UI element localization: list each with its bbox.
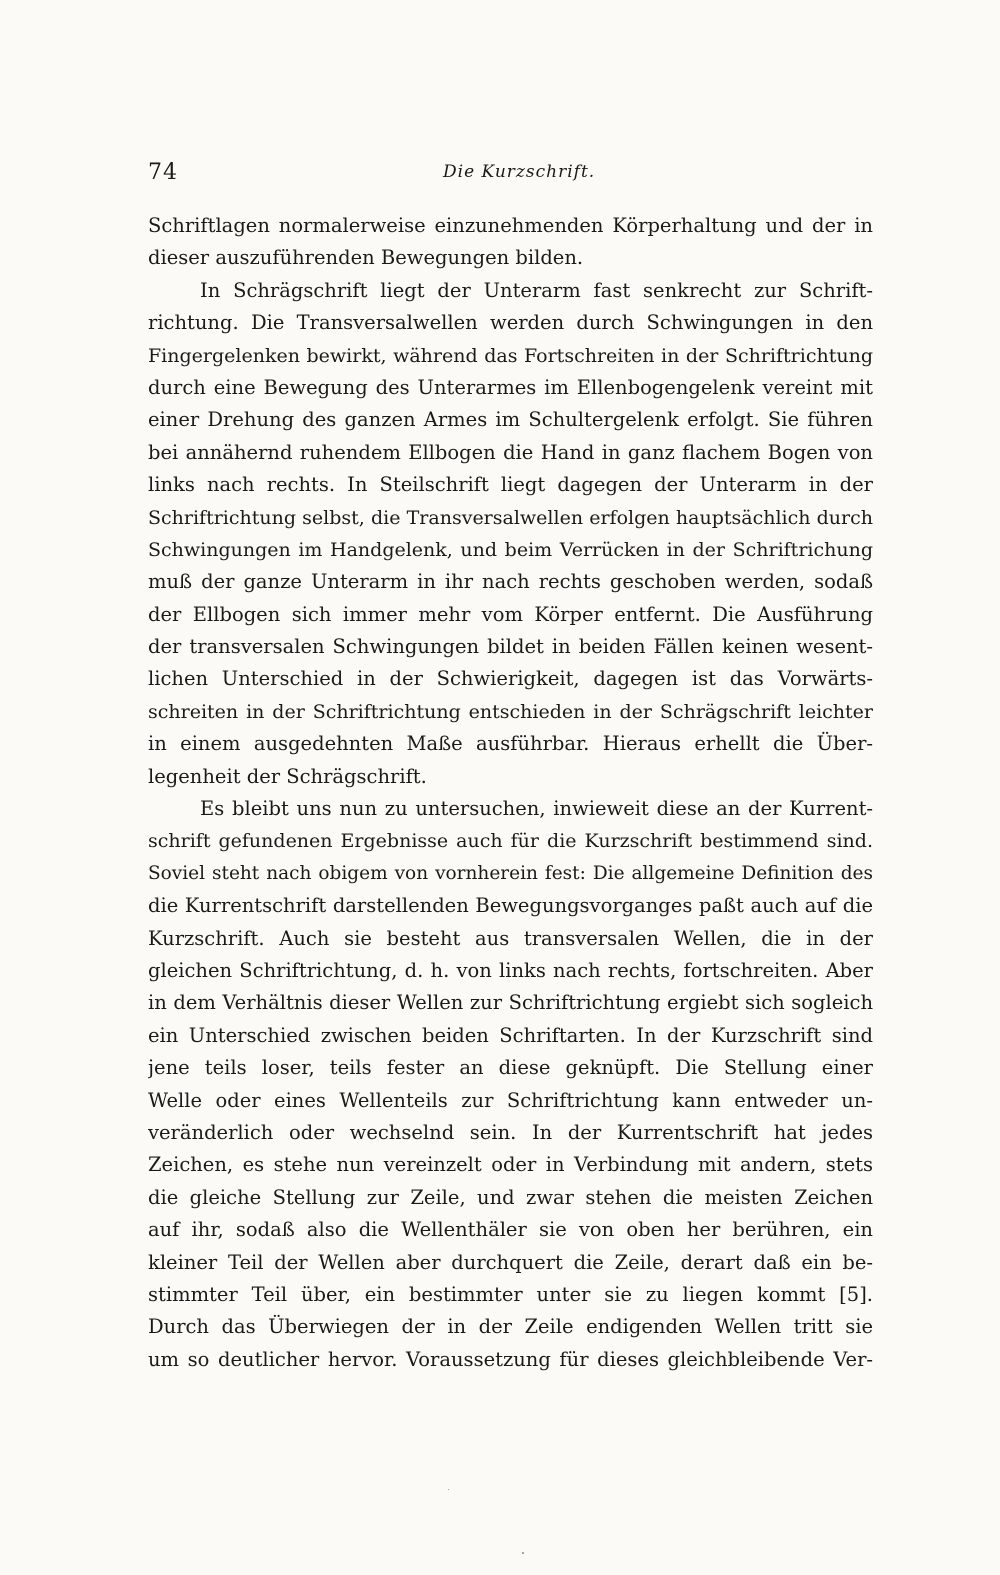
text-line: Fingergelenken bewirkt, während das Fortschreiten in der Schriftrichtung: [148, 344, 873, 367]
text-line: Schriftlagen normalerweise einzunehmenden Körperhaltung und der in: [148, 214, 873, 237]
text-line: dieser auszuführenden Bewegungen bilden.: [148, 246, 584, 270]
paper-speck: [448, 1489, 449, 1490]
text-line: durch eine Bewegung des Unterarmes im Ellenbogengelenk vereint mit: [148, 375, 873, 399]
text-line: schrift gefundenen Ergebnisse auch für die Kurzschrift bestimmend sind.: [148, 830, 873, 853]
text-line: die Kurrentschrift darstellenden Bewegungsvorganges paßt auch auf die: [148, 894, 873, 918]
text-line: einer Drehung des ganzen Armes im Schultergelenk erfolgt. Sie führen: [148, 408, 873, 432]
text-line: Zeichen, es stehe nun vereinzelt oder in Verbindung mit andern, stets: [148, 1153, 873, 1177]
text-line: Welle oder eines Wellenteils zur Schriftrichtung kann entweder un-: [148, 1088, 873, 1112]
text-line: links nach rechts. In Steilschrift liegt dagegen der Unterarm in der: [148, 473, 873, 497]
text-line: kleiner Teil der Wellen aber durchquert die Zeile, derart daß ein be-: [148, 1250, 873, 1274]
text-line: veränderlich oder wechselnd sein. In der Kurrentschrift hat jedes: [148, 1120, 873, 1144]
text-line: gleichen Schriftrichtung, d. h. von links nach rechts, fortschreiten. Aber: [148, 958, 873, 982]
text-line: stimmter Teil über, ein bestimmter unter sie zu liegen kommt [5].: [148, 1282, 873, 1306]
text-line: in dem Verhältnis dieser Wellen zur Schriftrichtung ergiebt sich sogleich: [148, 991, 873, 1015]
body-text: [148, 210, 873, 1376]
text-line: in einem ausgedehnten Maße ausführbar. Hieraus erhellt die Über-: [148, 732, 873, 756]
text-line: der transversalen Schwingungen bildet in beiden Fällen keinen wesent-: [148, 635, 873, 659]
paper-speck: [522, 1552, 524, 1554]
text-line: Schriftrichtung selbst, die Transversalwellen erfolgen hauptsächlich durch: [148, 506, 873, 529]
text-line: Kurzschrift. Auch sie besteht aus transversalen Wellen, die in der: [148, 926, 873, 950]
text-line: jene teils loser, teils fester an diese geknüpft. Die Stellung einer: [148, 1056, 873, 1080]
text-line: Es bleibt uns nun zu untersuchen, inwieweit diese an der Kurrent-: [200, 797, 873, 821]
text-line: legenheit der Schrägschrift.: [148, 764, 427, 788]
text-line: Soviel steht nach obigem von vornherein fest: Die allgemeine Definition des: [148, 862, 873, 884]
text-line: um so deutlicher hervor. Voraussetzung für dieses gleichbleibende Ver-: [148, 1347, 873, 1371]
text-line: richtung. Die Transversalwellen werden durch Schwingungen in den: [148, 311, 873, 335]
text-line: ein Unterschied zwischen beiden Schriftarten. In der Kurzschrift sind: [148, 1023, 873, 1047]
page-header: [148, 160, 873, 196]
text-line: auf ihr, sodaß also die Wellenthäler sie von oben her berühren, ein: [148, 1218, 873, 1242]
text-line: schreiten in der Schriftrichtung entschieden in der Schrägschrift leichter: [148, 700, 873, 723]
text-line: Schwingungen im Handgelenk, und beim Verrücken in der Schriftrichung: [148, 538, 873, 561]
text-line: die gleiche Stellung zur Zeile, und zwar stehen die meisten Zeichen: [148, 1185, 873, 1209]
text-line: In Schrägschrift liegt der Unterarm fast senkrecht zur Schrift-: [200, 278, 873, 302]
text-line: muß der ganze Unterarm in ihr nach rechts geschoben werden, sodaß: [148, 570, 873, 594]
page-number: 74: [148, 160, 178, 185]
text-line: bei annähernd ruhendem Ellbogen die Hand in ganz flachem Bogen von: [148, 440, 873, 464]
text-line: Durch das Überwiegen der in der Zeile endigenden Wellen tritt sie: [148, 1315, 873, 1339]
text-line: lichen Unterschied in der Schwierigkeit, dagegen ist das Vorwärts-: [148, 667, 873, 691]
running-title: Die Kurzschrift.: [443, 162, 596, 182]
text-line: der Ellbogen sich immer mehr vom Körper entfernt. Die Ausführung: [148, 602, 873, 626]
